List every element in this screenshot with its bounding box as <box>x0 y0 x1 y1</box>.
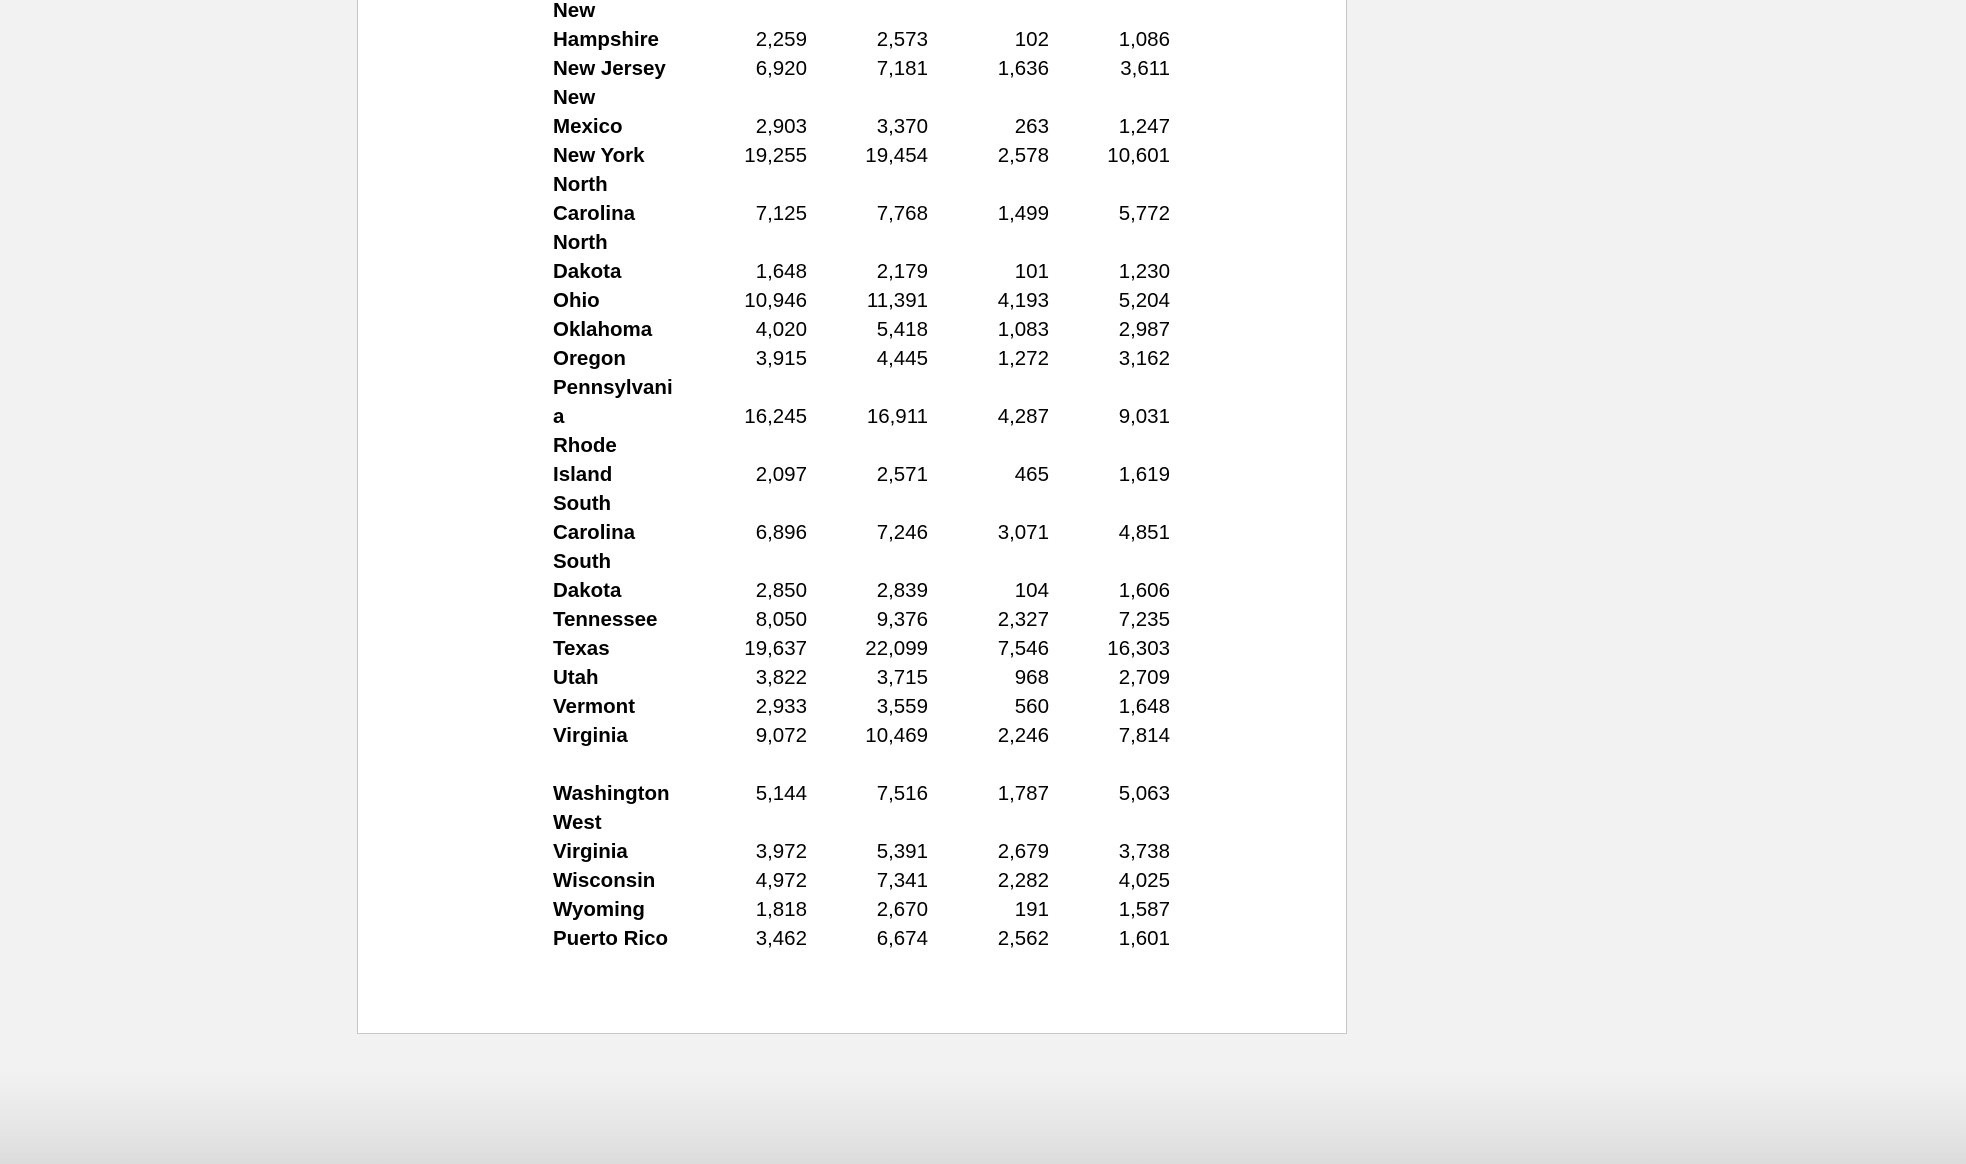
table-cell: 3,611 <box>1120 57 1170 80</box>
state-name: Tennessee <box>553 608 658 631</box>
table-cell: 5,772 <box>1118 202 1170 225</box>
table-cell: 22,099 <box>865 637 928 660</box>
table-cell: 10,469 <box>865 724 928 747</box>
state-name: South Dakota <box>553 550 622 602</box>
table-row <box>553 228 1173 286</box>
table-cell: 7,768 <box>876 202 928 225</box>
table-cell: 102 <box>1014 28 1049 51</box>
state-name: New Hampshire <box>553 0 659 51</box>
state-name: Virginia <box>553 724 628 747</box>
table-cell: 5,063 <box>1118 782 1170 805</box>
table-cell: 1,230 <box>1118 260 1170 283</box>
table-cell: 1,601 <box>1118 927 1170 950</box>
table-cell: 3,915 <box>755 347 807 370</box>
table-cell: 1,787 <box>997 782 1049 805</box>
table-row <box>553 866 1173 895</box>
bottom-status-bar <box>0 1070 1966 1164</box>
table-cell: 3,162 <box>1118 347 1170 370</box>
table-cell: 4,287 <box>997 405 1049 428</box>
table-cell: 2,987 <box>1118 318 1170 341</box>
state-name: New York <box>553 144 645 167</box>
table-cell: 2,573 <box>876 28 928 51</box>
table-row <box>553 286 1173 315</box>
table-cell: 10,601 <box>1107 144 1170 167</box>
table-cell: 2,259 <box>755 28 807 51</box>
table-row <box>553 547 1173 605</box>
table-cell: 1,083 <box>997 318 1049 341</box>
state-name: Pennsylvani a <box>553 376 673 428</box>
table-cell: 1,648 <box>755 260 807 283</box>
table-cell: 1,606 <box>1118 579 1170 602</box>
table-cell: 101 <box>1014 260 1049 283</box>
table-cell: 560 <box>1014 695 1049 718</box>
table-row <box>553 431 1173 489</box>
state-name: New Mexico <box>553 86 623 138</box>
table-row <box>553 924 1173 953</box>
table-row <box>553 895 1173 924</box>
table-cell: 4,972 <box>755 869 807 892</box>
table-cell: 7,235 <box>1118 608 1170 631</box>
table-cell: 1,272 <box>997 347 1049 370</box>
table-cell: 191 <box>1014 898 1049 921</box>
table-cell: 3,462 <box>755 927 807 950</box>
table-cell: 2,933 <box>755 695 807 718</box>
table-row <box>553 634 1173 663</box>
table-cell: 2,839 <box>876 579 928 602</box>
table-cell: 5,204 <box>1118 289 1170 312</box>
table-cell: 2,282 <box>997 869 1049 892</box>
table-cell: 968 <box>1014 666 1049 689</box>
state-name: Ohio <box>553 289 600 312</box>
table-cell: 7,246 <box>876 521 928 544</box>
table-cell: 465 <box>1014 463 1049 486</box>
state-name: Vermont <box>553 695 636 718</box>
state-name: Oregon <box>553 347 626 370</box>
table-row <box>553 373 1173 431</box>
table-cell: 7,814 <box>1118 724 1170 747</box>
table-cell: 3,738 <box>1118 840 1170 863</box>
table-cell: 19,255 <box>744 144 807 167</box>
table-cell: 16,303 <box>1107 637 1170 660</box>
state-name: Utah <box>553 666 599 689</box>
table-cell: 2,850 <box>755 579 807 602</box>
table-cell: 2,679 <box>997 840 1049 863</box>
table-row <box>553 315 1173 344</box>
table-cell: 1,818 <box>755 898 807 921</box>
table-row <box>553 779 1173 808</box>
table-cell: 19,454 <box>865 144 928 167</box>
table-cell: 4,193 <box>997 289 1049 312</box>
table-row <box>553 170 1173 228</box>
table-cell: 104 <box>1014 579 1049 602</box>
table-cell: 16,245 <box>744 405 807 428</box>
table-cell: 2,578 <box>997 144 1049 167</box>
table-cell: 5,391 <box>876 840 928 863</box>
table-row <box>553 489 1173 547</box>
table-cell: 4,025 <box>1118 869 1170 892</box>
table-row <box>553 0 1173 54</box>
table-cell: 1,499 <box>997 202 1049 225</box>
table-row <box>553 141 1173 170</box>
table-cell: 8,050 <box>755 608 807 631</box>
table-cell: 11,391 <box>866 289 928 312</box>
table-cell: 2,670 <box>876 898 928 921</box>
table-cell: 2,246 <box>997 724 1049 747</box>
table-cell: 2,562 <box>997 927 1049 950</box>
table-cell: 6,674 <box>876 927 928 950</box>
table-cell: 1,086 <box>1118 28 1170 51</box>
table-cell: 2,903 <box>755 115 807 138</box>
state-data-table <box>553 0 1173 953</box>
table-cell: 4,020 <box>755 318 807 341</box>
table-cell: 1,648 <box>1118 695 1170 718</box>
state-name: New Jersey <box>553 57 666 80</box>
table-row <box>553 721 1173 750</box>
table-cell: 6,920 <box>755 57 807 80</box>
state-name: North Carolina <box>553 173 636 225</box>
table-cell: 6,896 <box>755 521 807 544</box>
table-cell: 5,418 <box>876 318 928 341</box>
table-cell: 7,125 <box>755 202 807 225</box>
table-cell: 7,341 <box>876 869 928 892</box>
table-cell: 5,144 <box>755 782 807 805</box>
state-name: Oklahoma <box>553 318 653 341</box>
state-name: Wisconsin <box>553 869 656 892</box>
table-cell: 9,376 <box>876 608 928 631</box>
table-cell: 3,715 <box>876 666 928 689</box>
table-row <box>553 83 1173 141</box>
table-cell: 7,516 <box>876 782 928 805</box>
table-cell: 1,247 <box>1118 115 1170 138</box>
state-name: Puerto Rico <box>553 927 669 950</box>
table-row <box>553 605 1173 634</box>
table-cell: 3,370 <box>876 115 928 138</box>
table-cell: 9,031 <box>1118 405 1170 428</box>
table-row <box>553 344 1173 373</box>
table-cell: 3,559 <box>876 695 928 718</box>
state-name: Washington <box>553 782 670 805</box>
state-name: Texas <box>553 637 610 660</box>
table-cell: 2,097 <box>755 463 807 486</box>
state-name: Wyoming <box>553 898 645 921</box>
table-cell: 2,179 <box>876 260 928 283</box>
table-cell: 9,072 <box>755 724 807 747</box>
table-cell: 16,911 <box>866 405 928 428</box>
table-cell: 19,637 <box>744 637 807 660</box>
state-name: North Dakota <box>553 231 622 283</box>
table-cell: 3,972 <box>755 840 807 863</box>
state-name: South Carolina <box>553 492 636 544</box>
state-name: Rhode Island <box>553 434 617 486</box>
table-row <box>553 663 1173 692</box>
table-row <box>553 692 1173 721</box>
table-cell: 3,071 <box>997 521 1049 544</box>
table-row <box>553 54 1173 83</box>
table-cell: 7,546 <box>997 637 1049 660</box>
table-cell: 2,327 <box>997 608 1049 631</box>
table-cell: 3,822 <box>755 666 807 689</box>
state-name: West Virginia <box>553 811 628 863</box>
table-cell: 7,181 <box>876 57 928 80</box>
table-cell: 4,445 <box>876 347 928 370</box>
table-cell: 263 <box>1014 115 1049 138</box>
table-row <box>553 808 1173 866</box>
table-cell: 2,709 <box>1118 666 1170 689</box>
document-page <box>357 0 1347 1034</box>
table-cell: 4,851 <box>1118 521 1170 544</box>
table-cell: 2,571 <box>876 463 928 486</box>
table-cell: 10,946 <box>744 289 807 312</box>
table-cell: 1,619 <box>1118 463 1170 486</box>
table-cell: 1,587 <box>1118 898 1170 921</box>
table-cell: 1,636 <box>997 57 1049 80</box>
